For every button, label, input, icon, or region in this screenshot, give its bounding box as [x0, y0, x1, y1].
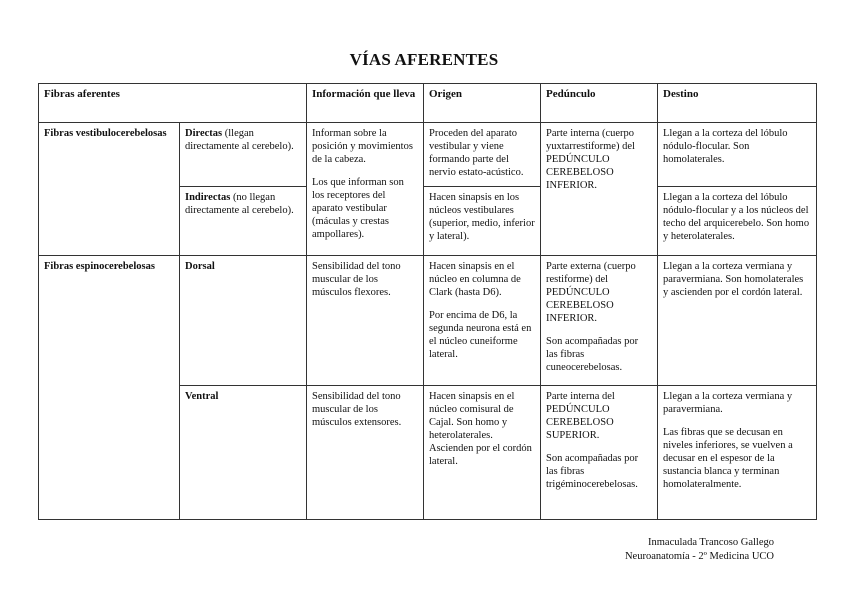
dorsal-pedunculo-2: Son acompañadas por las fibras cuneocerebelosas.	[546, 336, 639, 373]
afferent-pathways-table	[38, 83, 817, 520]
cell-ventral-destino	[658, 386, 817, 520]
cell-ventral-pedunculo	[541, 386, 658, 520]
cell-vestibulo-info	[307, 123, 424, 256]
header-fibras: Fibras aferentes	[39, 84, 307, 123]
vestibulo-info-2: Los que informan son los receptores del aparato vestibular (máculas y crestas ampollares).	[312, 177, 404, 240]
directas-note: (llegan directamente al cerebelo).	[185, 128, 294, 152]
cell-vestibulo-pedunculo: Parte interna (cuerpo yuxtarrestiforme) del PEDÚNCULO CEREBELOSO INFERIOR.	[541, 123, 658, 256]
header-pedunculo: Pedúnculo	[541, 84, 658, 123]
group-vestibulocerebelosas: Fibras vestibulocerebelosas	[39, 123, 180, 256]
cell-destino-indirectas: Llegan a la corteza del lóbulo nódulo-flocular y a los núcleos del techo del arquicerebelo. Son homo y heterolaterales.	[658, 187, 817, 256]
cell-origen-indirectas: Hacen sinapsis en los núcleos vestibulares (superior, medio, inferior y lateral).	[424, 187, 541, 256]
cell-ventral-info: Sensibilidad del tono muscular de los músculos extensores.	[307, 386, 424, 520]
dorsal-pedunculo-1: Parte externa (cuerpo restiforme) del PEDÚNCULO CEREBELOSO INFERIOR.	[546, 261, 636, 324]
cell-destino-directas: Llegan a la corteza del lóbulo nódulo-flocular. Son homolaterales.	[658, 123, 817, 187]
row-dorsal	[39, 256, 817, 386]
cell-dorsal: Dorsal	[180, 256, 307, 386]
footer	[625, 536, 774, 564]
ventral-destino-2: Las fibras que se decusan en niveles inferiores, se vuelven a decusar en el espesor de la sustancia blanca y terminan homolateralmente.	[663, 427, 793, 490]
group-espinocerebelosas: Fibras espinocerebelosas	[39, 256, 180, 520]
cell-indirectas	[180, 187, 307, 256]
cell-dorsal-pedunculo	[541, 256, 658, 386]
directas-title: Directas	[185, 128, 223, 139]
dorsal-origen-1: Hacen sinapsis en el núcleo en columna de Clark (hasta D6).	[429, 261, 521, 298]
ventral-pedunculo-1: Parte interna del PEDÚNCULO CEREBELOSO SUPERIOR.	[546, 391, 615, 441]
cell-dorsal-destino: Llegan a la corteza vermiana y paravermiana. Son homolaterales y ascienden por el cordón lateral.	[658, 256, 817, 386]
dorsal-origen-2: Por encima de D6, la segunda neurona está en el núcleo cuneiforme lateral.	[429, 310, 532, 360]
header-origen: Origen	[424, 84, 541, 123]
header-informacion: Información que lleva	[307, 84, 424, 123]
footer-course: Neuroanatomía - 2º Medicina UCO	[624, 551, 774, 562]
ventral-destino-1: Llegan a la corteza vermiana y paravermiana.	[663, 391, 793, 415]
ventral-pedunculo-2: Son acompañadas por las fibras trigéminocerebelosas.	[546, 453, 639, 490]
cell-dorsal-origen	[424, 256, 541, 386]
cell-directas	[180, 123, 307, 187]
indirectas-title: Indirectas	[185, 192, 231, 204]
indirectas-note: (no llegan directamente al cerebelo).	[185, 192, 294, 217]
cell-ventral-origen: Hacen sinapsis en el núcleo comisural de Cajal. Son homo y heterolaterales. Ascienden por el cordón lateral.	[424, 386, 541, 520]
cell-ventral: Ventral	[180, 386, 307, 520]
header-row	[39, 84, 817, 123]
footer-author: Inmaculada Trancoso Gallego	[648, 537, 774, 548]
header-destino: Destino	[658, 84, 817, 123]
cell-origen-directas: Proceden del aparato vestibular y viene formando parte del nervio estato-acústico.	[424, 123, 541, 187]
page-title: VÍAS AFERENTES	[349, 50, 499, 69]
vestibulo-info-1: Informan sobre la posición y movimientos de la cabeza.	[312, 128, 413, 165]
row-directas	[39, 123, 817, 187]
cell-dorsal-info: Sensibilidad del tono muscular de los músculos flexores.	[307, 256, 424, 386]
